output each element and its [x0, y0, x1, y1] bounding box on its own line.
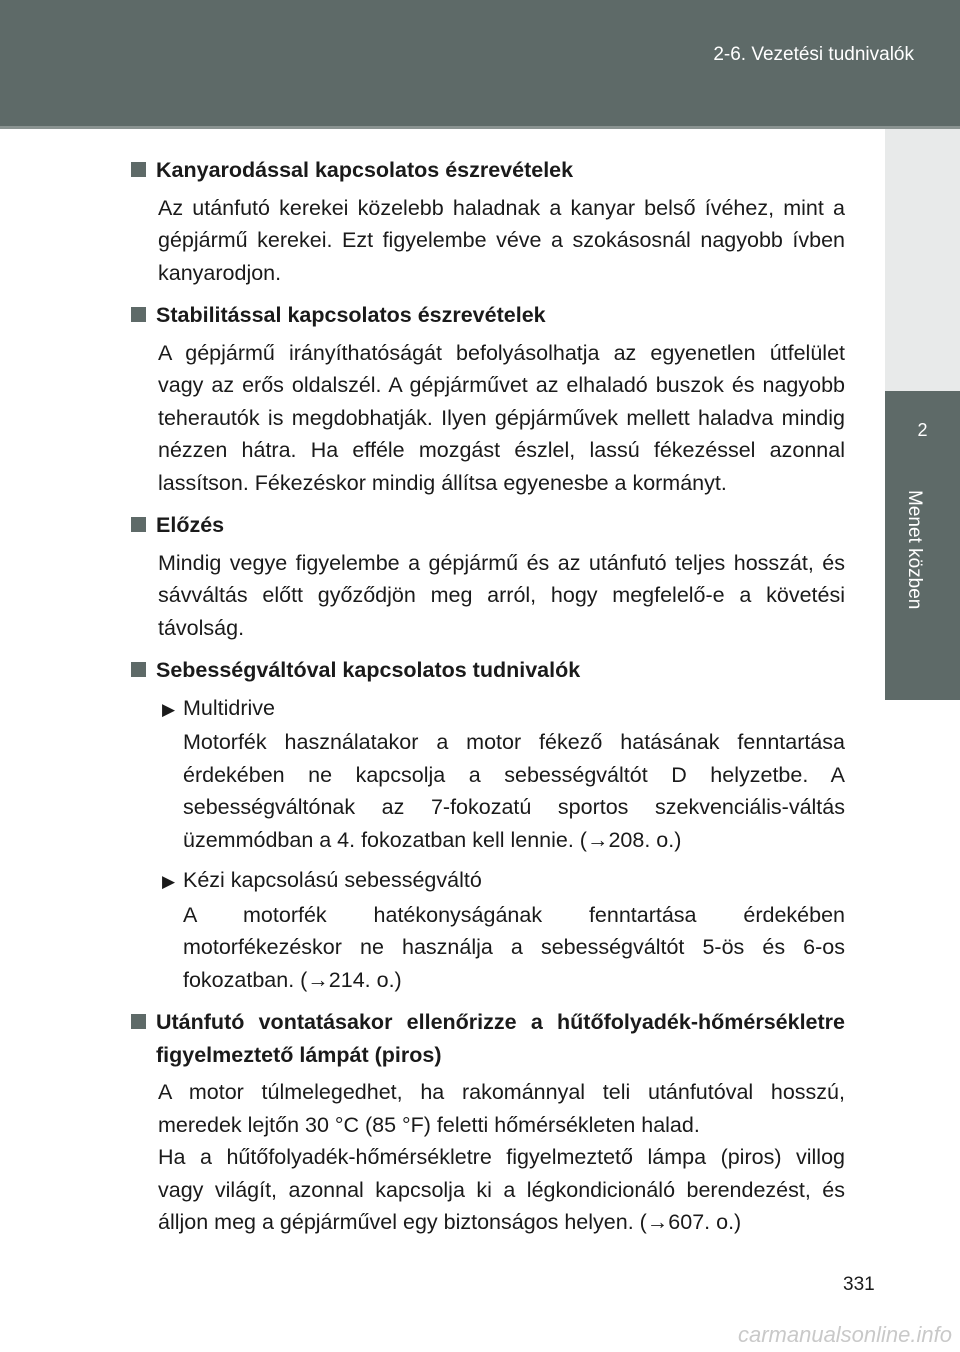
side-tab-blank [885, 129, 960, 391]
section-text: Mindig vegye figyelembe a gépjármű és az utánfutó teljes hosszát, és sávváltás előtt győződjön meg arról, hogy megfelelő-e a követési távolság. [158, 550, 845, 640]
sub-item-text: Motorfék használatakor a motor fékező hatásának fenntartása érdekében ne kapcsolja a sebességváltót D helyzetbe. A sebességváltónak az 7-fokozatú sportos szekvenciális-váltás üzemmódban a 4. fokozatban kell lennie. (→208. o.) [183, 730, 845, 852]
section-stability [131, 299, 845, 499]
section-transmission [131, 654, 845, 996]
sub-item-label: Kézi kapcsolású sebességváltó [183, 868, 482, 892]
section-heading: Előzés [131, 509, 845, 542]
section-heading: Kanyarodással kapcsolatos észrevételek [131, 154, 845, 187]
section-overtaking [131, 509, 845, 644]
section-text: A motor túlmelegedhet, ha rakománnyal teli utánfutóval hosszú, meredek lejtőn 30 °C (85 °F) feletti hőmérsékleten halad. [158, 1080, 845, 1137]
page-number: 331 [843, 1274, 875, 1295]
sub-item-label: Multidrive [183, 695, 275, 720]
header-divider [0, 126, 960, 129]
side-tab-label: Menet közben [904, 490, 925, 610]
section-text: Ha a hűtőfolyadék-hőmérsékletre figyelmeztető lámpa (piros) villog vagy világít, azonnal kapcsolja ki a légkondicionáló berendezést, és álljon meg a gépjárművel egy biztonságos helyen. (→607. o.) [158, 1145, 845, 1234]
square-bullet-icon [131, 162, 146, 177]
header-bar [0, 0, 960, 126]
square-bullet-icon [131, 1014, 146, 1029]
chapter-title: 2-6. Vezetési tudnivalók [713, 44, 914, 65]
square-bullet-icon [131, 307, 146, 322]
square-bullet-icon [131, 662, 146, 677]
triangle-bullet-icon: ▶ [162, 699, 176, 719]
watermark: carmanualsonline.info [737, 1322, 952, 1347]
page-content [131, 154, 845, 1249]
triangle-bullet-icon: ▶ [162, 872, 176, 891]
sub-item-multidrive [162, 692, 845, 857]
sub-item-manual [162, 864, 845, 996]
section-heading: Utánfutó vontatásakor ellenőrizze a hűtőfolyadék-hőmérsékletre figyelmeztető lámpát (piros) [131, 1006, 845, 1071]
side-tab-label-box [885, 490, 960, 640]
section-heading: Stabilitással kapcsolatos észrevételek [131, 299, 845, 332]
section-text: Az utánfutó kerekei közelebb haladnak a kanyar belső ívéhez, mint a gépjármű kerekei. Ezt figyelembe véve a szokásosnál nagyobb ívben kanyarodjon. [158, 195, 845, 285]
sub-item-text: A motorfék hatékonyságának fenntartása érdekében motorfékezéskor ne használja a sebességváltót 5-ös és 6-os fokozatban. (→214. o.) [183, 902, 845, 992]
section-text: A gépjármű irányíthatóságát befolyásolhatja az egyenetlen útfelület vagy az erős oldalszél. A gépjárművet az elhaladó buszok és nagyobb teherautók is megdobhatják. Ilyen gépjárművek mellett haladva mindig nézzen hátra. Ha efféle mozgást észlel, lassú fékezéssel azonnal lassítson. Fékezéskor mindig állítsa egyenesbe a kormányt. [158, 340, 845, 495]
section-coolant-warning [131, 1006, 845, 1239]
side-tab-number: 2 [885, 391, 960, 470]
section-heading: Sebességváltóval kapcsolatos tudnivalók [131, 654, 845, 687]
square-bullet-icon [131, 517, 146, 532]
section-cornering [131, 154, 845, 289]
